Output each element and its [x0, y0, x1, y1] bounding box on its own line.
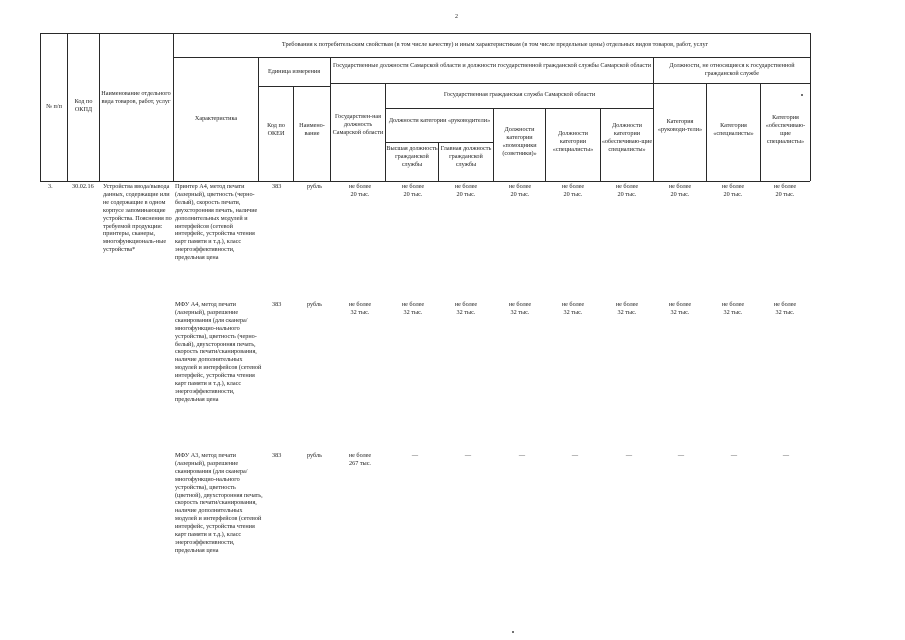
header-cat-managers: Категория «руководи-тели» [657, 118, 703, 133]
header-gov-service: Государственная гражданская служба Самарской области [443, 91, 596, 98]
table-top-border [40, 33, 810, 34]
item-unit: рубль [307, 301, 322, 308]
header-requirements: Требования к потребительским свойствам (в том числе качеству) и иным характеристикам (в том числе предельные цены) отдельных видов товаров, работ, услуг [281, 41, 709, 48]
header-unit-group: Единица измерения [267, 68, 321, 75]
price-cell: — [625, 452, 633, 459]
item-unit: рубль [307, 183, 322, 190]
header-gov-positions: Государственные должности Самарской области и должности государственной гражданской службы Самарской области [332, 62, 652, 69]
header-line-3 [385, 108, 653, 109]
scan-speck [801, 94, 803, 96]
price-cell: не более 32 тыс. [721, 301, 745, 316]
item-characteristic: МФУ А3, метод печати (лазерный), разрешение сканирования (для сканера/многофункцио-нального устройства), цветность (цветной), двухсторонняя печать, скорость печати/сканирования, наличие дополнительных модулей и интерфейсов (сетевой интерфейс, устройства чтения карт памяти и т.д.), класс энергоэффективности, предельная цена [175, 452, 263, 554]
price-cell: не более 20 тыс. [508, 183, 532, 198]
header-top-group: Высшая должность гражданской службы [386, 145, 438, 168]
header-providers: Должности категории «обеспечиваю-щие специалисты» [601, 122, 653, 153]
price-cell: не более 20 тыс. [454, 183, 478, 198]
header-num: № п/п [46, 103, 62, 110]
price-cell: — [571, 452, 579, 459]
item-unit: рубль [307, 452, 322, 459]
header-line-2 [330, 83, 810, 84]
price-cell: — [464, 452, 472, 459]
price-cell: не более 32 тыс. [773, 301, 797, 316]
row-okpd: 30.02.16 [72, 183, 94, 190]
header-helpers: Должности категории «помощники (советники)» [502, 126, 537, 157]
row-num: 3. [48, 183, 53, 190]
header-line-4 [385, 142, 493, 143]
item-okei: 383 [272, 452, 282, 459]
page-number: 2 [455, 14, 458, 20]
scan-speck [512, 631, 514, 633]
header-cat-specialists: Категория «специалисты» [713, 122, 754, 137]
item-characteristic: Принтер А4, метод печати (лазерный), цветность (черно-белый), скорость печати, двухсторонняя печать, наличие дополнительных модулей и интерфейсов (сетевой интерфейс, устройства чтения карт памяти и т.д.), класс энергоэффективности, предельная цена [175, 183, 258, 262]
header-line-1 [173, 57, 810, 58]
item-okei: 383 [272, 301, 282, 308]
header-cat-providers: Категория «обеспечиваю-щие специалисты» [765, 114, 806, 145]
price-cell: — [782, 452, 790, 459]
price-cell: — [730, 452, 738, 459]
price-cell: не более 32 тыс. [454, 301, 478, 316]
header-main-group: Главная должность гражданской службы [440, 145, 492, 168]
price-cell: не более 20 тыс. [615, 183, 639, 198]
price-cell: не более 32 тыс. [348, 301, 372, 316]
price-cell: не более 32 тыс. [508, 301, 532, 316]
price-cell: не более 20 тыс. [721, 183, 745, 198]
price-cell: — [518, 452, 526, 459]
price-cell: не более 20 тыс. [561, 183, 585, 198]
price-cell: не более 20 тыс. [348, 183, 372, 198]
header-line-unit [258, 86, 330, 87]
header-bottom-border [40, 181, 810, 182]
header-specialists: Должности категории «специалисты» [552, 130, 594, 153]
header-okpd: Код по ОКПД [74, 98, 93, 113]
price-cell: не более 32 тыс. [668, 301, 692, 316]
price-cell: не более 20 тыс. [668, 183, 692, 198]
header-characteristic: Характеристика [194, 115, 238, 122]
header-unit-name: Наимено-вание [299, 122, 325, 137]
price-cell: не более 267 тыс. [348, 452, 372, 467]
row-name: Устройства ввода/вывода данных, содержащие или не содержащие в одном корпусе запоминающие устройства. Пояснения по требуемой продукции: принтеры, сканеры, многофункциональ-ные устройства* [103, 183, 172, 254]
price-cell: — [677, 452, 685, 459]
header-gov-pos-col: Государствен-ная должность Самарской области [332, 113, 384, 136]
header-managers-group: Должности категории «руководители» [388, 117, 491, 124]
price-cell: не более 20 тыс. [773, 183, 797, 198]
col-border [810, 33, 811, 181]
header-name: Наименование отдельного вида товаров, работ, услуг [101, 90, 171, 105]
price-cell: не более 20 тыс. [401, 183, 425, 198]
col-border [173, 33, 174, 181]
header-non-gov: Должности, не относящиеся к государственной гражданской службе [669, 62, 795, 77]
price-cell: не более 32 тыс. [615, 301, 639, 316]
item-characteristic: МФУ А4, метод печати (лазерный), разрешение сканирования (для сканера/многофункцио-нального устройства), цветность (черно-белый), двухсторонняя печать, скорость печати/сканирования, наличие дополнительных модулей и интерфейсов (сетевой интерфейс, устройства чтения карт памяти и т.д.), класс энергоэффективности, предельная цена [175, 301, 262, 403]
header-okei: Код по ОКЕИ [267, 122, 285, 137]
item-okei: 383 [272, 183, 282, 190]
price-cell: не более 32 тыс. [401, 301, 425, 316]
price-cell: не более 32 тыс. [561, 301, 585, 316]
col-border [99, 33, 100, 181]
price-cell: — [411, 452, 419, 459]
